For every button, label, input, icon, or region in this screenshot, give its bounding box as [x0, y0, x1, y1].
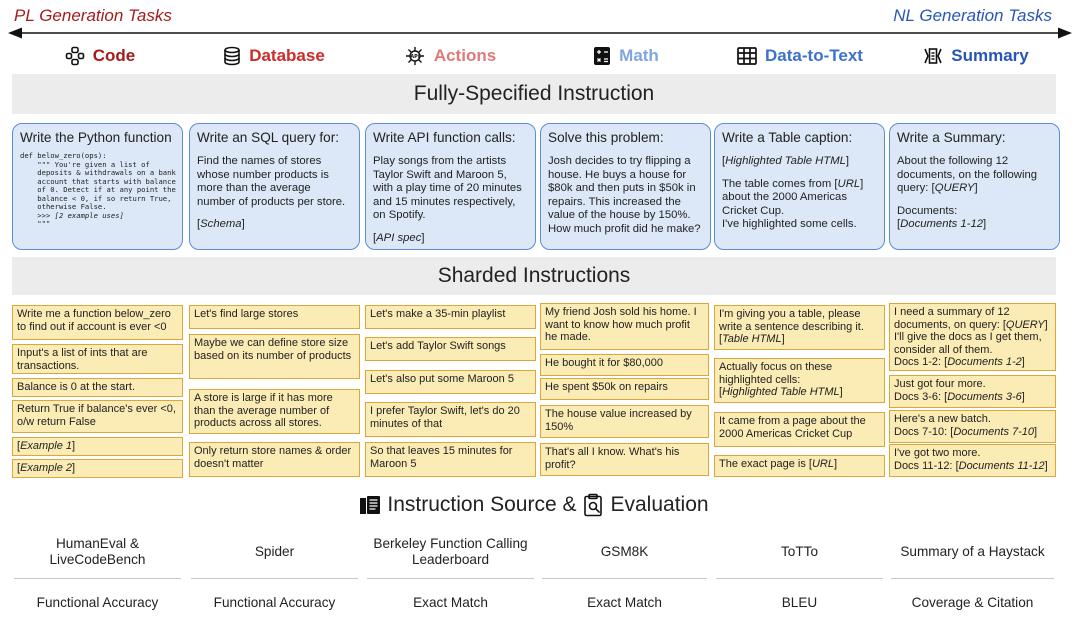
code-docstring: def below_zero(ops): """ You're given a list of deposits & withdrawals on a bank account that starts with balance of 0. Detect if at any point the balance < 0, if so return True, otherwise False. >>> [2 example uses] """	[20, 151, 176, 228]
double-headed-arrow	[0, 26, 1080, 40]
source-title-text: Instruction Source &	[387, 493, 577, 516]
task-data-to-text-label: Data-to-Text	[765, 46, 863, 65]
api-spec-tag: API spec	[376, 231, 422, 244]
fs-card-math	[540, 123, 711, 250]
shard-summary-1: I need a summary of 12 documents, on query: [QUERY] I'll give the docs as I get them, consider all of them. Docs 1-2: [Documents 1-2]	[889, 303, 1056, 371]
svg-text:API: API	[410, 54, 420, 60]
shard-database-3: A store is large if it has more than the average number of products across all stores.	[189, 389, 360, 434]
shard-math-1: My friend Josh sold his home. I want to know how much profit he made.	[540, 303, 709, 350]
document-source-icon	[359, 494, 381, 516]
fs-card-body: The table comes from [URL] about the 2000 Americas Cricket Cup. I've highlighted some cells.	[722, 177, 864, 231]
source-math: GSM8K	[600, 544, 649, 559]
shard-actions-3: Let's also put some Maroon 5	[365, 370, 536, 394]
calculator-icon	[593, 46, 611, 66]
table-icon	[737, 47, 757, 65]
shard-summary-2: Just got four more. Docs 3-6: [Documents 3-6]	[889, 375, 1056, 408]
fs-card-database: Write an SQL query for: Find the names of stores whose number products is more than the average number of products per store. [Schema]	[189, 123, 360, 250]
shard-code-4: Return True if balance's ever <0, o/w return False	[12, 400, 183, 433]
fs-card-body: Josh decides to try flipping a house. He buys a house for $80k and then puts in $50k in repairs. This increased the value of the house by 150%. How much profit did he make?	[548, 155, 701, 235]
divider	[191, 578, 358, 579]
shard-summary-3: Here's a new batch. Docs 7-10: [Documents 7-10]	[889, 410, 1056, 443]
source-evaluation-title	[12, 488, 1056, 522]
task-data-to-text	[712, 44, 888, 68]
divider	[716, 578, 883, 579]
metric-summary: Coverage & Citation	[911, 595, 1034, 610]
metric-database: Functional Accuracy	[213, 595, 336, 610]
shard-actions-5: So that leaves 15 minutes for Maroon 5	[365, 442, 536, 477]
shard-math-2: He bought it for $80,000	[540, 354, 709, 376]
task-code	[12, 44, 188, 68]
summary-icon	[923, 47, 943, 65]
task-database	[186, 44, 362, 68]
code-icon	[65, 46, 85, 66]
shard-database-1: Let's find large stores	[189, 305, 360, 329]
task-math	[538, 44, 714, 68]
shard-actions-2: Let's add Taylor Swift songs	[365, 337, 536, 361]
fs-card-code	[12, 123, 183, 250]
shard-math-3: He spent $50k on repairs	[540, 378, 709, 400]
fs-card-heading: Write a Table caption:	[722, 130, 853, 145]
task-summary-label: Summary	[951, 46, 1029, 65]
fs-card-heading: Write an SQL query for:	[197, 130, 340, 145]
task-code-label: Code	[92, 46, 136, 65]
shard-actions-4: I prefer Taylor Swift, let's do 20 minutes of that	[365, 402, 536, 437]
fs-card-data-to-text: Write a Table caption: [Highlighted Table HTML] The table comes from [URL] about the 2000 Americas Cricket Cup. I've highlighted some cells.	[714, 123, 885, 250]
shard-code-1: Write me a function below_zero to find out if account is ever <0	[12, 305, 183, 340]
shard-math-5: That's all I know. What's his profit?	[540, 443, 709, 476]
nl-generation-label: NL Generation Tasks	[893, 6, 1052, 25]
fully-specified-band	[12, 74, 1056, 114]
fs-card-body: Find the names of stores whose number products is more than the average number of products per store.	[197, 155, 346, 208]
sharded-band	[12, 257, 1056, 295]
shard-math-4: The house value increased by 150%	[540, 405, 709, 438]
divider	[14, 578, 181, 579]
shard-code-6: [Example 2]	[12, 459, 183, 478]
fs-card-heading: Write a Summary:	[897, 130, 1006, 145]
shard-code-5: [Example 1]	[12, 437, 183, 456]
shard-code-3: Balance is 0 at the start.	[12, 378, 183, 397]
task-header-row	[0, 44, 1080, 68]
schema-tag: Schema	[200, 218, 242, 231]
task-actions-label: Actions	[433, 46, 497, 65]
api-icon	[404, 46, 426, 66]
shard-d2t-4: The exact page is [URL]	[714, 455, 885, 477]
task-actions	[362, 44, 538, 68]
shard-d2t-3: It came from a page about the 2000 Americas Cricket Cup	[714, 412, 885, 447]
shard-summary-4: I've got two more. Docs 11-12: [Documents 11-12]	[889, 444, 1056, 477]
table-tag: Highlighted Table HTML	[725, 155, 846, 167]
source-actions: Berkeley Function Calling Leaderboard	[373, 536, 528, 567]
shard-database-2: Maybe we can define store size based on its number of products	[189, 334, 360, 379]
database-icon	[223, 46, 241, 66]
shard-actions-1: Let's make a 35-min playlist	[365, 305, 536, 329]
source-code: HumanEval & LiveCodeBench	[49, 536, 146, 567]
fs-card-actions: Write API function calls: Play songs from the artists Taylor Swift and Maroon 5, with a play time of 20 minutes and 15 minutes respectively, on Spotify. [API spec]	[365, 123, 536, 250]
metric-math: Exact Match	[587, 595, 662, 610]
fs-card-heading: Write the Python function	[20, 130, 172, 145]
source-summary: Summary of a Haystack	[900, 544, 1045, 559]
metric-data-to-text: BLEU	[781, 595, 818, 610]
divider	[367, 578, 534, 579]
fully-specified-title: Fully-Specified Instruction	[413, 82, 655, 105]
shard-code-2: Input's a list of ints that are transactions.	[12, 344, 183, 374]
task-math-label: Math	[619, 46, 659, 65]
divider	[891, 578, 1054, 579]
shard-database-4: Only return store names & order doesn't matter	[189, 442, 360, 477]
fs-card-summary	[889, 123, 1060, 250]
divider	[542, 578, 707, 579]
fs-card-docs: Documents: [Documents 1-12]	[897, 204, 987, 231]
task-summary	[888, 44, 1064, 68]
source-database: Spider	[254, 544, 295, 559]
metric-actions: Exact Match	[413, 595, 488, 610]
clipboard-search-icon	[583, 493, 605, 517]
fs-card-body: About the following 12 documents, on the following query: [QUERY]	[897, 155, 1038, 195]
metric-code: Functional Accuracy	[36, 595, 159, 610]
fs-card-body: Play songs from the artists Taylor Swift and Maroon 5, with a play time of 20 minutes and 15 minutes respectively, on Spotify.	[373, 155, 522, 222]
pl-generation-label: PL Generation Tasks	[14, 6, 172, 25]
fs-card-heading: Write API function calls:	[373, 130, 516, 145]
task-database-label: Database	[249, 46, 325, 65]
shard-d2t-1: I'm giving you a table, please write a sentence describing it. [Table HTML]	[714, 305, 885, 350]
sharded-title: Sharded Instructions	[437, 264, 631, 287]
evaluation-title-text: Evaluation	[610, 493, 709, 516]
shard-d2t-2: Actually focus on these highlighted cells: [Highlighted Table HTML]	[714, 358, 885, 403]
source-data-to-text: ToTTo	[780, 544, 819, 559]
fs-card-heading: Solve this problem:	[548, 130, 664, 145]
